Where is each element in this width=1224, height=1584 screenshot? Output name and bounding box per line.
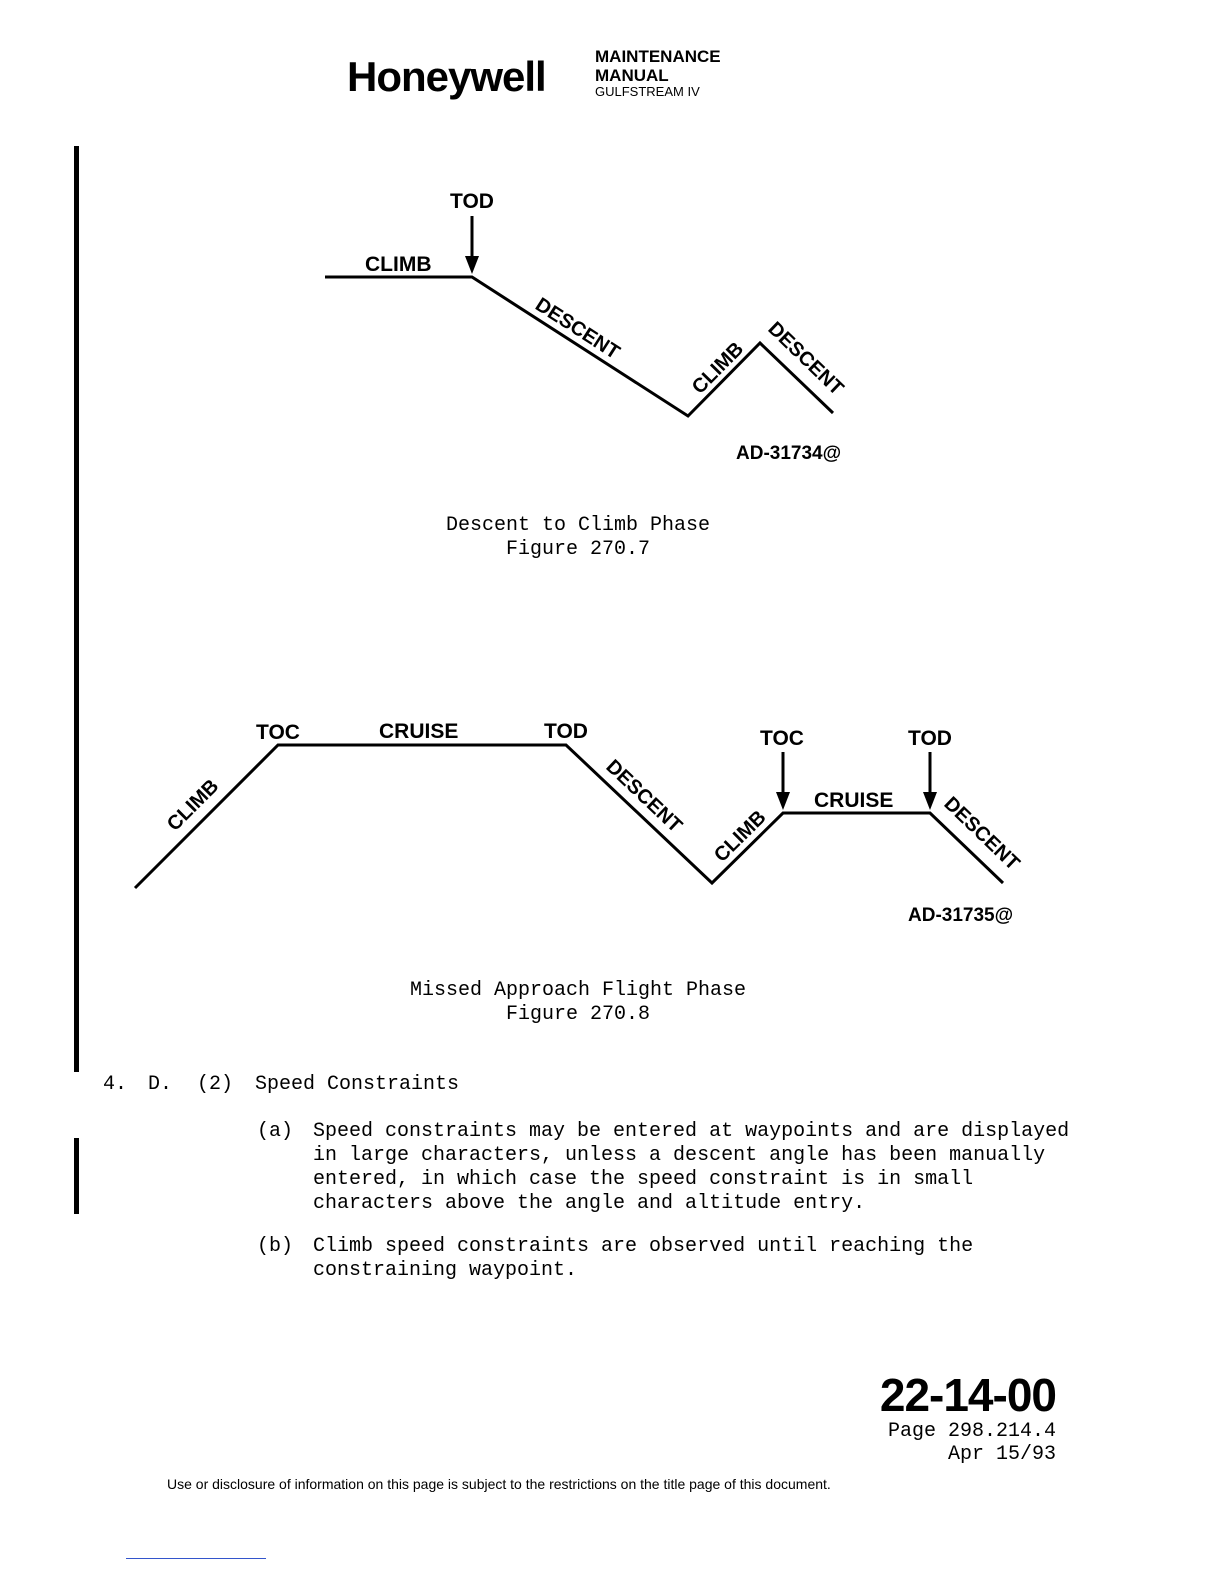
- item-a-line-2: in large characters, unless a descent angle has been manually: [313, 1144, 1046, 1167]
- section-subnumber-2: (2): [197, 1073, 234, 1096]
- disclosure-notice: Use or disclosure of information on this page is subject to the restrictions on the title page of this document.: [167, 1476, 831, 1492]
- figure-270-8-id: AD-31735@: [908, 905, 1014, 926]
- manual-line-manual: MANUAL: [595, 66, 669, 85]
- manual-line-aircraft: GULFSTREAM IV: [595, 84, 700, 99]
- honeywell-logo: Honeywell: [347, 53, 546, 100]
- figure-270-7-descent-label: DESCENT: [531, 293, 624, 364]
- section-number-4: 4.: [103, 1073, 128, 1096]
- item-a-line-4: characters above the angle and altitude entry.: [313, 1192, 866, 1215]
- item-b-line-2: constraining waypoint.: [313, 1259, 578, 1282]
- figure-270-8-caption-number: Figure 270.8: [505, 1003, 651, 1026]
- figure-270-7-tod-arrow: [465, 216, 479, 274]
- manual-line-maintenance: MAINTENANCE: [595, 47, 721, 66]
- item-b-text: [313, 1235, 973, 1283]
- figure-270-7-descent2-label: DESCENT: [763, 317, 848, 400]
- figure-270-8-tod2-arrow: [923, 752, 937, 810]
- manual-title-block: [595, 48, 721, 98]
- figure-270-8-diagram: [120, 700, 1040, 940]
- figure-270-8-climb2-label: CLIMB: [710, 806, 771, 867]
- bottom-link-underline: [126, 1558, 266, 1559]
- change-bar-bottom: [74, 1138, 79, 1214]
- figure-270-7-tod-label: TOD: [450, 190, 494, 213]
- figure-270-8-climb-label: CLIMB: [162, 775, 224, 836]
- figure-270-8-toc-label: TOC: [256, 721, 300, 744]
- item-a-label: (a): [257, 1120, 294, 1143]
- item-a-text: [313, 1120, 1069, 1216]
- figure-270-7-climb-label: CLIMB: [365, 253, 432, 276]
- figure-270-8-toc2-label: TOC: [760, 727, 804, 750]
- figure-270-8-cruise-label: CRUISE: [379, 720, 459, 743]
- item-b-line-1: Climb speed constraints are observed until reaching the: [313, 1235, 974, 1258]
- item-b-label: (b): [257, 1235, 294, 1258]
- page-number: Page 298.214.4: [887, 1420, 1056, 1443]
- figure-270-8-descent-label: DESCENT: [601, 755, 687, 838]
- figure-270-7-diagram: [300, 180, 880, 480]
- section-heading: Speed Constraints: [255, 1073, 460, 1096]
- change-bar-top: [74, 146, 79, 1072]
- figure-270-7-caption-number: Figure 270.7: [505, 538, 651, 561]
- figure-270-8-descent2-label: DESCENT: [939, 792, 1024, 875]
- figure-270-7-id: AD-31734@: [736, 443, 842, 464]
- figure-270-8-caption-title: Missed Approach Flight Phase: [409, 979, 747, 1002]
- figure-270-7-profile-line: [325, 277, 833, 416]
- figure-270-8-tod-label: TOD: [544, 720, 588, 743]
- section-letter-d: D.: [148, 1073, 173, 1096]
- figure-270-8-cruise2-label: CRUISE: [814, 789, 894, 812]
- item-a-line-1: Speed constraints may be entered at waypoints and are displayed: [313, 1120, 1070, 1143]
- item-a-line-3: entered, in which case the speed constraint is in small: [313, 1168, 974, 1191]
- chapter-number: 22-14-00: [879, 1369, 1056, 1421]
- figure-270-7-caption-title: Descent to Climb Phase: [445, 514, 711, 537]
- figure-270-8-tod2-label: TOD: [908, 727, 952, 750]
- figure-270-7-climb2-label: CLIMB: [687, 337, 749, 399]
- figure-270-8-profile-line: [135, 745, 1003, 888]
- page-date: Apr 15/93: [947, 1443, 1056, 1466]
- figure-270-8-toc2-arrow: [776, 752, 790, 810]
